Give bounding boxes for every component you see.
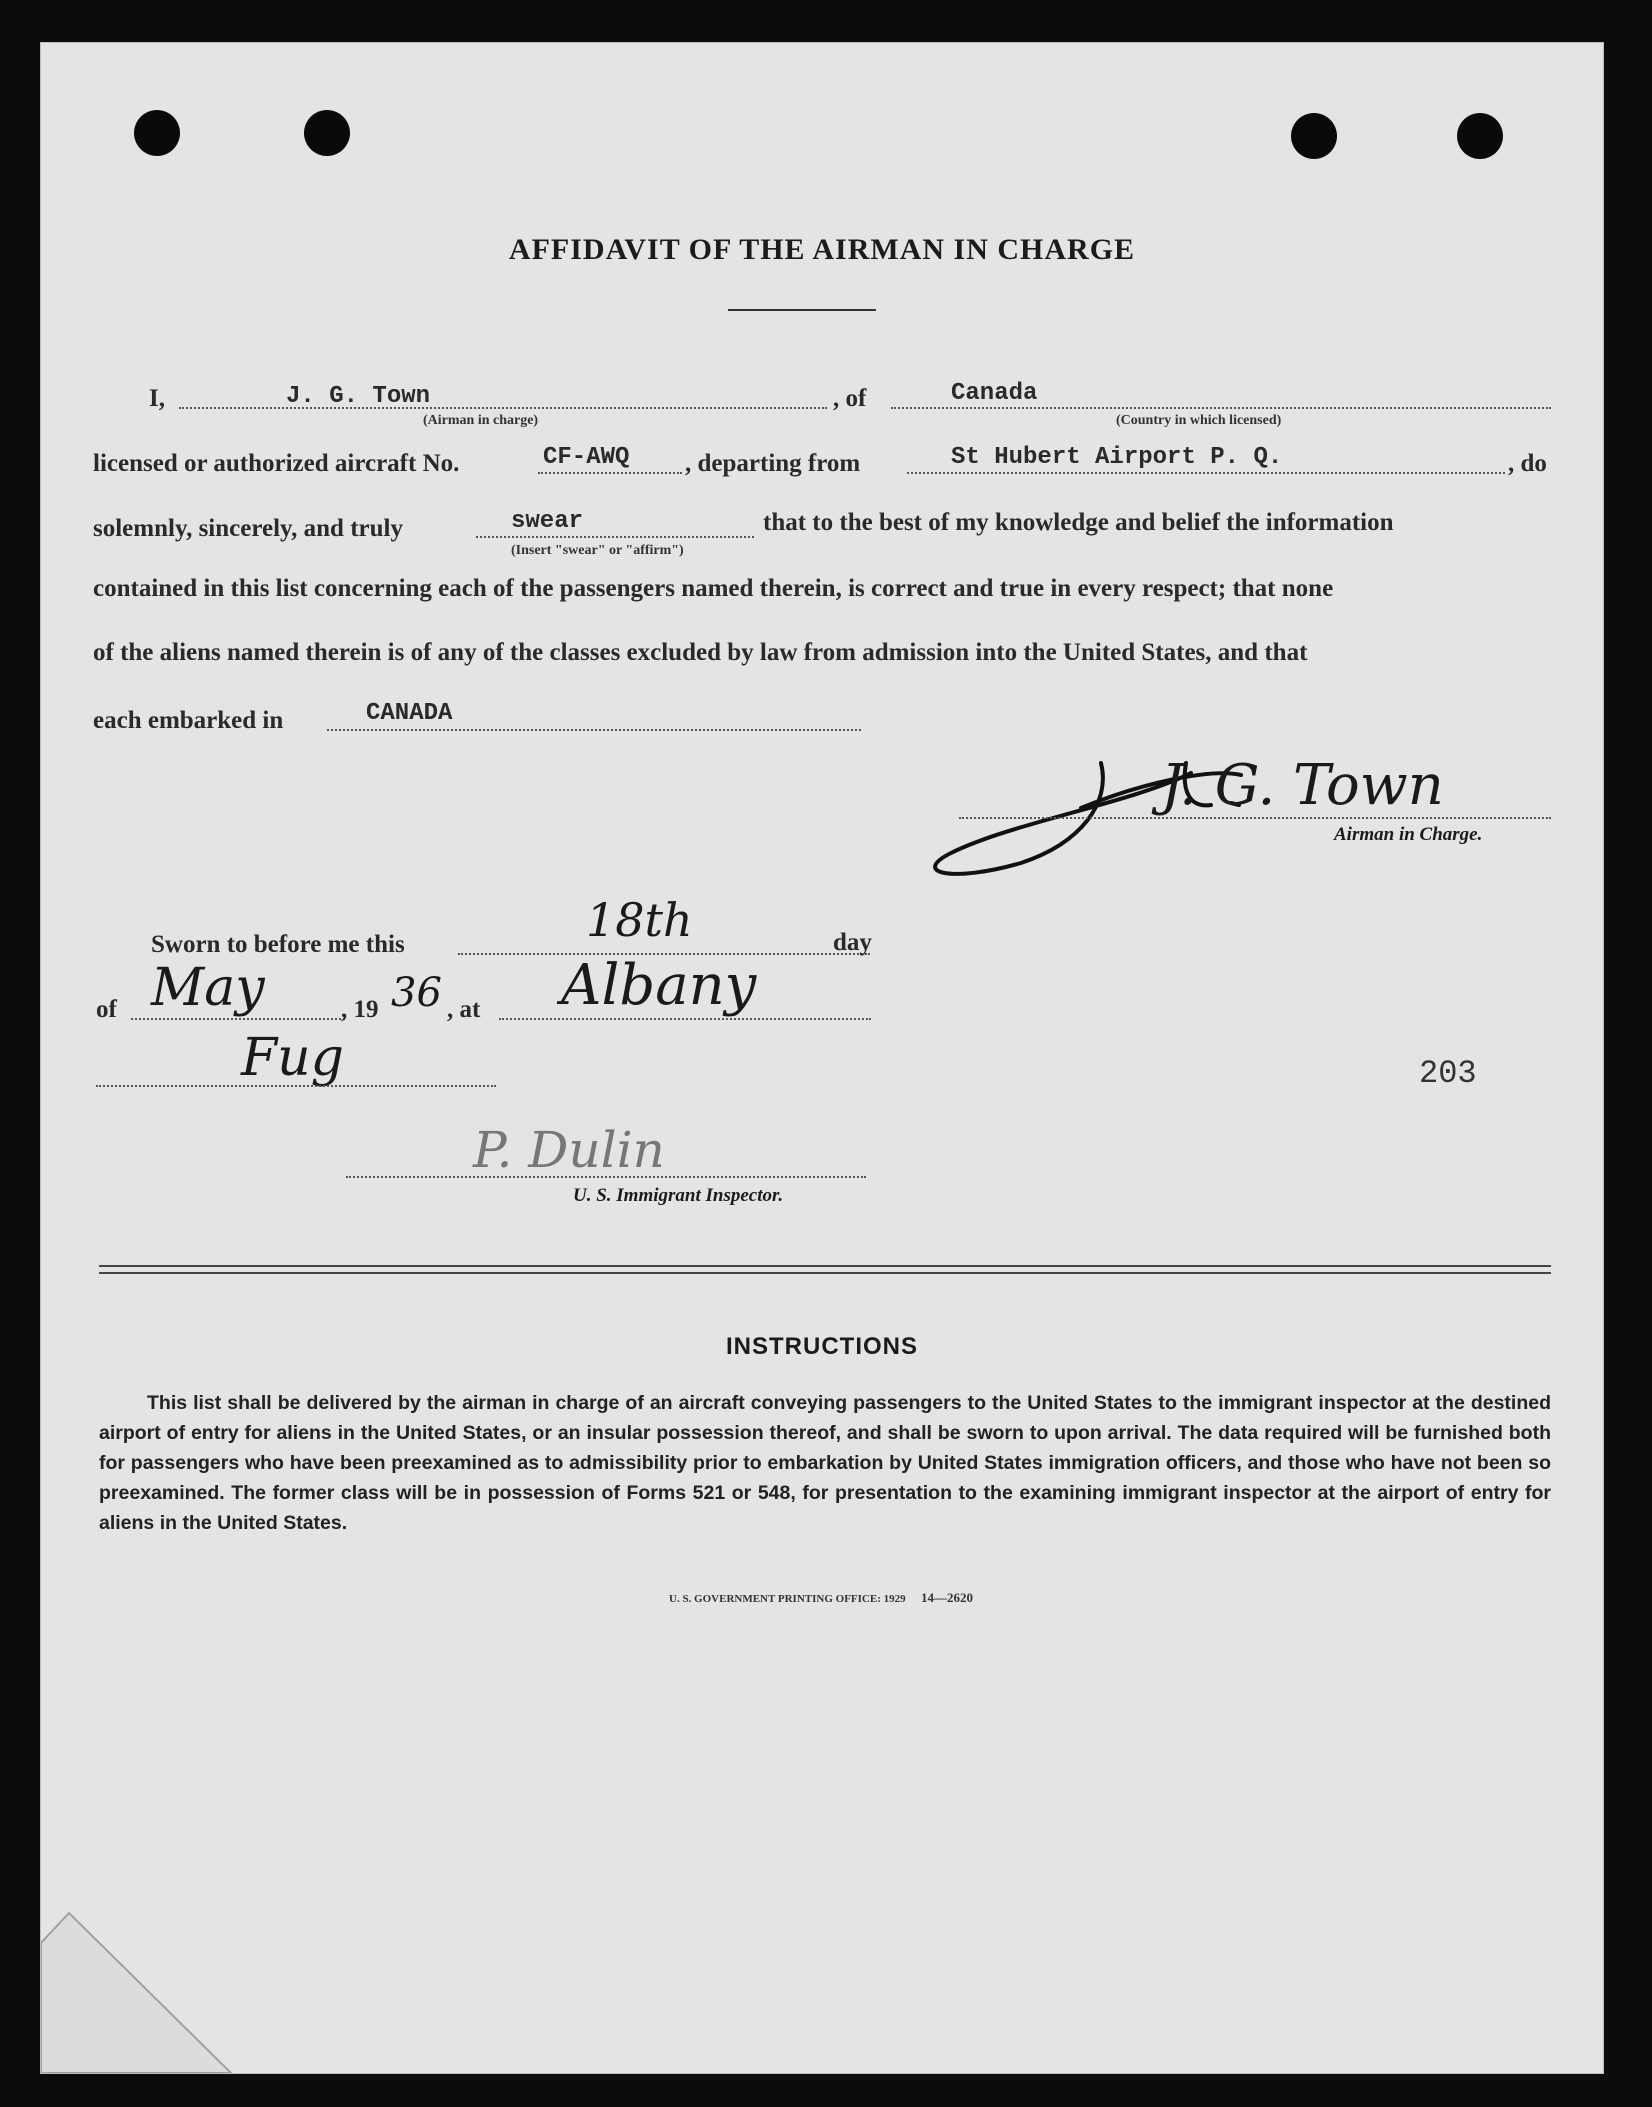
airman-caption: (Airman in charge) xyxy=(423,413,539,428)
sworn-label: Sworn to before me this xyxy=(151,931,405,958)
of-month-label: of xyxy=(96,996,117,1023)
footer-form-code: 14—2620 xyxy=(921,1590,973,1605)
airman-signature-line xyxy=(959,817,1551,819)
airman-label: Airman in Charge. xyxy=(1334,824,1483,845)
airman-signature xyxy=(911,713,1551,913)
airman-name-value: J. G. Town xyxy=(286,383,431,410)
departing-from-value: St Hubert Airport P. Q. xyxy=(951,444,1283,471)
embarked-label: each embarked in xyxy=(93,707,284,734)
extra-line xyxy=(96,1085,496,1087)
title-rule xyxy=(728,309,876,311)
month-value: May xyxy=(151,958,265,1018)
aircraft-no-line xyxy=(538,472,682,474)
punch-hole xyxy=(1457,113,1503,159)
embarked-line xyxy=(327,729,861,731)
of-label: , of xyxy=(833,385,867,412)
embarked-value: CANADA xyxy=(366,700,453,727)
solemnly-label: solemnly, sincerely, and truly xyxy=(93,515,403,542)
punch-hole xyxy=(134,110,180,156)
place-value: Albany xyxy=(561,953,757,1018)
inspector-signature-line xyxy=(346,1176,866,1178)
document-title: AFFIDAVIT OF THE AIRMAN IN CHARGE xyxy=(508,233,1136,266)
affidavit-line-5: of the aliens named therein is of any of the classes excluded by law from admission into the United States, and that xyxy=(93,639,1308,666)
place-line xyxy=(499,1018,871,1020)
departing-from-line xyxy=(907,472,1505,474)
airman-name-line xyxy=(179,407,827,409)
year-prefix: , 19 xyxy=(341,996,379,1023)
departing-label: , departing from xyxy=(685,450,861,477)
inspector-label: U. S. Immigrant Inspector. xyxy=(573,1185,784,1206)
punch-hole xyxy=(304,110,350,156)
country-caption: (Country in which licensed) xyxy=(1116,413,1282,428)
do-label: , do xyxy=(1508,450,1547,477)
oath-line xyxy=(476,536,754,538)
footer-printing-office: U. S. GOVERNMENT PRINTING OFFICE: 1929 xyxy=(669,1593,906,1605)
airman-signature-text: J. G. Town xyxy=(1161,753,1444,818)
year-suffix: 36 xyxy=(391,970,442,1016)
oath-value: swear xyxy=(511,508,584,535)
punch-hole xyxy=(1291,113,1337,159)
separator-rule-bottom xyxy=(99,1272,1551,1274)
document-page xyxy=(40,42,1604,2074)
separator-rule-top xyxy=(99,1265,1551,1267)
instructions-text: This list shall be delivered by the airman in charge of an aircraft conveying passengers to the United States to the immigrant inspector at the destined airport of entry for aliens in the United States, or an insular possession thereof, and shall be sworn to upon arrival. The data required will be furnished both for passengers who have been preexamined as to admissibility prior to embarkation by United States immigration officers, and those who have not been so preexamined. The former class will be in possession of Forms 521 or 548, for presentation to the examining immigrant inspector at the airport of entry for aliens in the United States. xyxy=(99,1392,1551,1534)
country-line xyxy=(891,407,1551,409)
month-line xyxy=(131,1018,345,1020)
aircraft-no-value: CF-AWQ xyxy=(543,444,630,471)
licensed-label: licensed or authorized aircraft No. xyxy=(93,450,460,477)
inspector-signature: P. Dulin xyxy=(473,1121,665,1179)
extra-handwriting: Fug xyxy=(241,1028,344,1088)
at-label: , at xyxy=(447,996,481,1023)
folded-corner xyxy=(41,1903,241,2073)
page-number: 203 xyxy=(1419,1055,1477,1092)
belief-text: that to the best of my knowledge and belief the information xyxy=(763,509,1394,536)
day-label: day xyxy=(833,929,872,956)
sworn-day-value: 18th xyxy=(586,893,693,947)
affidavit-line-4: contained in this list concerning each of the passengers named therein, is correct and true in every respect; that none xyxy=(93,575,1334,602)
instructions-title: INSTRUCTIONS xyxy=(726,1333,918,1360)
i-label: I, xyxy=(149,385,165,412)
country-value: Canada xyxy=(951,380,1038,407)
oath-caption: (Insert "swear" or "affirm") xyxy=(511,543,684,558)
